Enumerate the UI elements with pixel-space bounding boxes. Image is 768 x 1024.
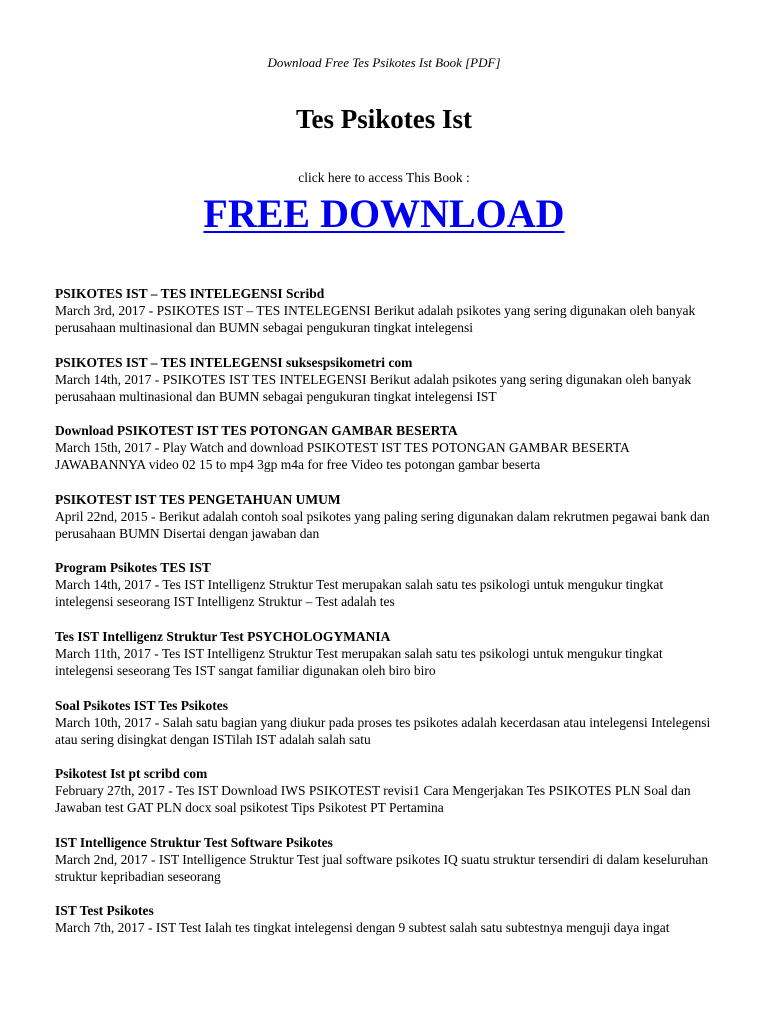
entry-description: April 22nd, 2015 - Berikut adalah contoh soal psikotes yang paling sering digunakan dalam rekrutmen pegawai bank dan perusahaan BUMN Disertai dengan jawaban dan	[55, 508, 710, 541]
page-title: Tes Psikotes Ist	[295, 104, 473, 134]
entry-title: PSIKOTES IST – TES INTELEGENSI suksespsikometri com	[55, 354, 413, 370]
entry-description: March 7th, 2017 - IST Test Ialah tes tingkat intelegensi dengan 9 subtest salah satu subtestnya menguji daya ingat	[55, 920, 670, 936]
entry-title: IST Test Psikotes	[55, 903, 154, 919]
entry-title: PSIKOTEST IST TES PENGETAHUAN UMUM	[55, 491, 341, 507]
entry-description: March 11th, 2017 - Tes IST Intelligenz Struktur Test merupakan salah satu tes psikologi untuk mengukur tingkat intelegensi seseorang Tes IST sangat familiar digunakan oleh biro biro	[55, 645, 663, 678]
entry-title: IST Intelligence Struktur Test Software Psikotes	[55, 834, 333, 850]
running-header: Download Free Tes Psikotes Ist Book [PDF]	[267, 55, 501, 70]
entry-title: Tes IST Intelligenz Struktur Test PSYCHOLOGYMANIA	[55, 628, 391, 644]
list-item	[55, 285, 720, 354]
entry-description: March 10th, 2017 - Salah satu bagian yang diukur pada proses tes psikotes adalah kecerdasan atau intelegensi Intelegensi atau sering disingkat dengan ISTilah IST adalah salah satu	[55, 714, 711, 747]
list-item	[55, 354, 720, 423]
list-item	[55, 628, 720, 697]
entry-description: March 15th, 2017 - Play Watch and download PSIKOTEST IST TES POTONGAN GAMBAR BESERTA JAWABANNYA video 02 15 to mp4 3gp m4a for free Video tes potongan gambar beserta	[55, 440, 630, 473]
entry-description: March 14th, 2017 - PSIKOTES IST TES INTELEGENSI Berikut adalah psikotes yang sering digunakan oleh banyak perusahaan multinasional dan BUMN sebagai pengukuran tingkat intelegensi IST	[55, 371, 692, 404]
list-item	[55, 902, 720, 971]
access-text: click here to access This Book :	[298, 170, 470, 185]
list-item	[55, 765, 720, 834]
entry-description: March 3rd, 2017 - PSIKOTES IST – TES INTELEGENSI Berikut adalah psikotes yang sering digunakan oleh banyak perusahaan multinasional dan BUMN sebagai pengukuran tingkat intelegensi	[55, 303, 696, 335]
entry-title: Soal Psikotes IST Tes Psikotes	[55, 697, 229, 713]
entry-description: March 2nd, 2017 - IST Intelligence Struktur Test jual software psikotes IQ suatu struktur tersendiri di dalam keseluruhan struktur kepribadian seseorang	[55, 851, 709, 884]
entry-description: February 27th, 2017 - Tes IST Download IWS PSIKOTEST revisi1 Cara Mengerjakan Tes PSIKOTES PLN Soal dan Jawaban test GAT PLN docx soal psikotest Tips Psikotest PT Pertamina	[55, 783, 691, 816]
free-download-link[interactable]: FREE DOWNLOAD	[203, 191, 565, 236]
entry-description: March 14th, 2017 - Tes IST Intelligenz Struktur Test merupakan salah satu tes psikologi untuk mengukur tingkat intelegensi seseorang IST Intelligenz Struktur – Test adalah tes	[55, 577, 664, 610]
entry-title: Psikotest Ist pt scribd com	[55, 766, 208, 782]
entry-list	[55, 285, 720, 971]
entry-title: Program Psikotes TES IST	[55, 560, 211, 576]
list-item	[55, 834, 720, 903]
list-item	[55, 422, 720, 491]
list-item	[55, 559, 720, 628]
list-item	[55, 697, 720, 766]
list-item	[55, 491, 720, 560]
entry-title: Download PSIKOTEST IST TES POTONGAN GAMBAR BESERTA	[55, 423, 458, 439]
download-link-container	[0, 190, 768, 238]
entry-title: PSIKOTES IST – TES INTELEGENSI Scribd	[55, 286, 325, 301]
